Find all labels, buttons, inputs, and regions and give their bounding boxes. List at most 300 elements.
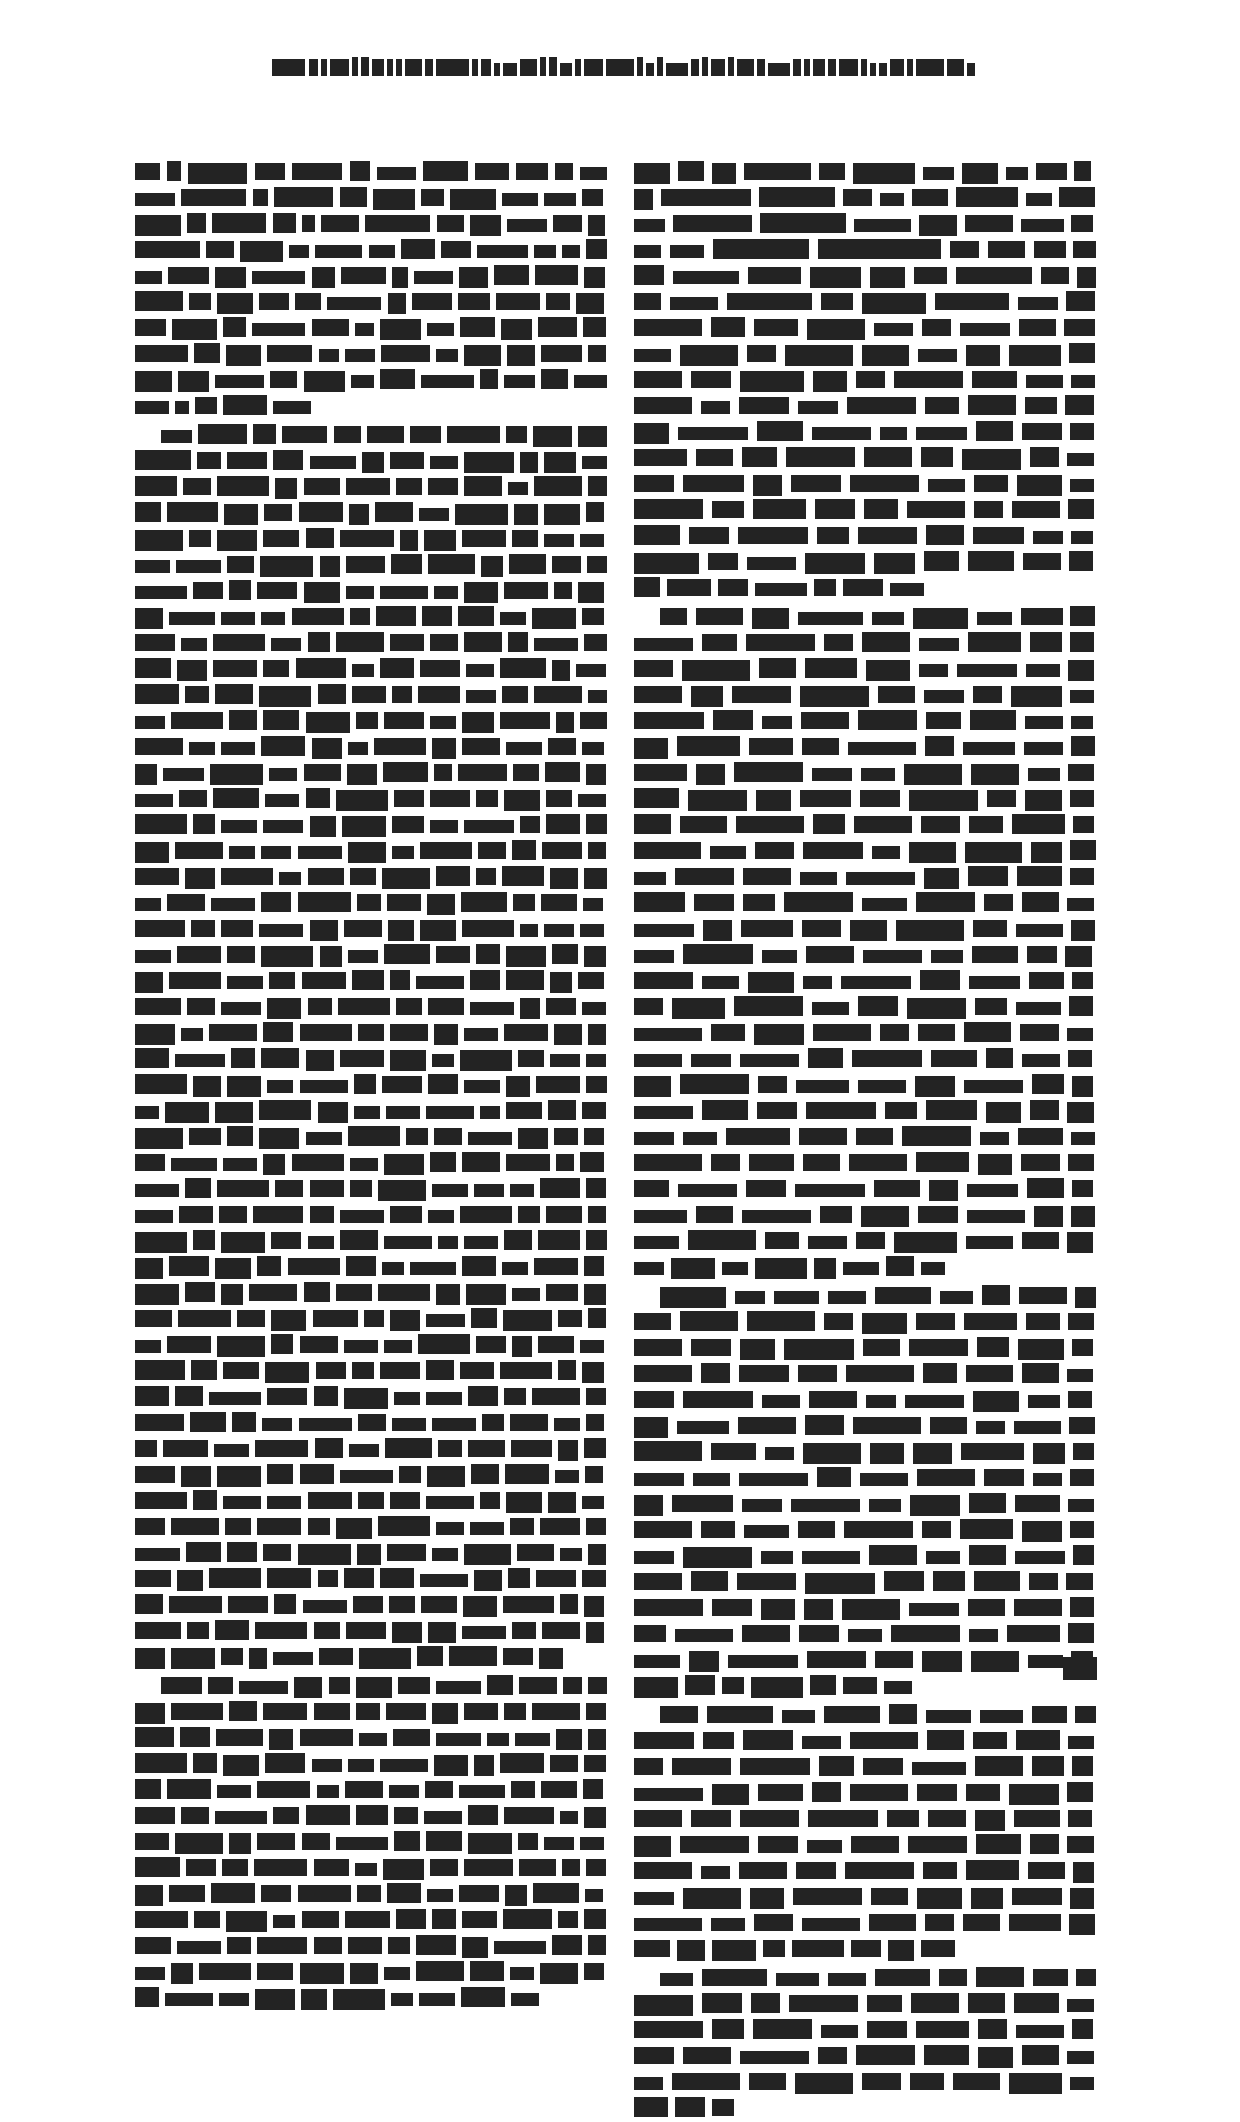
word-gap	[811, 1203, 820, 1204]
word-gap	[808, 524, 817, 525]
redacted-word	[348, 842, 386, 863]
word-gap	[917, 1703, 926, 1704]
redacted-word	[634, 553, 699, 574]
word-gap	[203, 1021, 209, 1022]
redacted-word	[916, 1152, 969, 1172]
redacted-word	[812, 1782, 841, 1802]
word-gap	[1013, 1047, 1022, 1048]
word-gap	[344, 1151, 350, 1152]
word-gap	[803, 1674, 810, 1675]
redacted-word	[261, 1048, 299, 1068]
redacted-text-line	[135, 605, 607, 631]
redacted-word	[372, 59, 384, 76]
redacted-word	[786, 447, 855, 467]
redacted-word	[306, 1805, 350, 1825]
word-gap	[179, 683, 185, 684]
word-gap	[578, 865, 584, 866]
redacted-word	[135, 1779, 161, 1799]
redacted-word	[223, 1496, 261, 1509]
redacted-word	[856, 1128, 893, 1145]
redacted-word	[186, 1859, 216, 1876]
redacted-word	[814, 1258, 836, 1279]
redacted-word	[926, 525, 964, 545]
redacted-word	[688, 1230, 756, 1250]
word-gap	[254, 553, 260, 554]
redacted-text-line	[135, 709, 607, 735]
word-gap	[413, 1986, 419, 1987]
word-gap	[342, 735, 348, 736]
redacted-word	[740, 1810, 799, 1827]
word-gap	[1060, 1622, 1068, 1623]
redacted-word	[462, 1152, 500, 1172]
word-gap	[580, 1047, 586, 1048]
word-gap	[1060, 1492, 1068, 1493]
word-gap	[534, 1515, 540, 1516]
word-gap	[1014, 550, 1023, 551]
redacted-word	[314, 1622, 340, 1639]
word-gap	[538, 449, 544, 450]
redacted-word	[518, 1128, 548, 1149]
redacted-word	[1067, 1102, 1094, 1123]
redacted-word	[464, 582, 498, 603]
redacted-word	[851, 1836, 899, 1853]
word-gap	[1069, 264, 1077, 265]
redacted-word	[401, 239, 435, 259]
redacted-word	[802, 738, 839, 755]
redacted-word	[135, 163, 160, 180]
redacted-word	[380, 1759, 428, 1772]
redacted-word	[474, 1570, 502, 1591]
redacted-word	[588, 690, 607, 703]
redacted-word	[683, 944, 753, 964]
redacted-word	[191, 1360, 217, 1380]
redacted-word	[188, 163, 247, 184]
word-gap	[858, 2018, 867, 2019]
word-gap	[535, 1778, 541, 1779]
word-gap	[836, 1255, 843, 1256]
word-gap	[344, 1960, 350, 1961]
word-gap	[743, 605, 752, 606]
redacted-word	[634, 1810, 682, 1827]
redacted-word	[163, 768, 204, 781]
redacted-text-line	[272, 56, 978, 76]
redacted-word	[1012, 501, 1060, 518]
word-gap	[578, 1752, 584, 1753]
word-gap	[548, 1021, 554, 1022]
redacted-word	[817, 1467, 851, 1487]
word-gap	[530, 1567, 536, 1568]
word-gap	[960, 1492, 969, 1493]
word-gap	[351, 891, 357, 892]
word-gap	[965, 1570, 974, 1571]
word-gap	[430, 342, 436, 343]
word-gap	[791, 787, 800, 788]
word-gap	[582, 683, 588, 684]
redacted-word	[552, 660, 570, 681]
word-gap	[307, 1619, 314, 1620]
word-gap	[374, 316, 380, 317]
word-gap	[729, 1414, 738, 1415]
redacted-word	[793, 1888, 862, 1905]
word-gap	[578, 264, 584, 265]
redacted-word	[953, 2073, 1000, 2090]
word-gap	[1013, 1518, 1022, 1519]
redacted-word	[754, 1024, 804, 1045]
word-gap	[803, 761, 812, 762]
redacted-word	[890, 583, 924, 596]
word-gap	[402, 56, 405, 57]
redacted-word	[215, 1620, 249, 1640]
redacted-word	[1068, 1391, 1092, 1408]
redacted-word	[135, 634, 175, 651]
redacted-word	[135, 1518, 165, 1535]
word-gap	[924, 1570, 933, 1571]
redacted-word	[660, 1706, 698, 1723]
redacted-word	[634, 1180, 669, 1197]
redacted-word	[310, 816, 336, 837]
redacted-word	[680, 1836, 749, 1853]
redacted-word	[970, 710, 1016, 730]
redacted-word	[215, 1811, 267, 1824]
redacted-word	[583, 898, 603, 911]
redacted-word	[399, 1466, 421, 1483]
redacted-word	[223, 1158, 257, 1171]
redacted-word	[701, 1866, 730, 1879]
word-gap	[735, 1518, 744, 1519]
word-gap	[867, 56, 870, 57]
word-gap	[803, 995, 812, 996]
redacted-word	[971, 1651, 1019, 1672]
word-gap	[426, 1047, 432, 1048]
redacted-word	[227, 556, 254, 573]
redacted-word	[1009, 2073, 1062, 2094]
redacted-word	[515, 1733, 550, 1746]
redacted-word	[189, 530, 211, 547]
redacted-word	[135, 608, 163, 629]
redacted-word	[812, 427, 871, 440]
redacted-word	[506, 970, 544, 990]
redacted-word	[255, 163, 285, 180]
word-gap	[470, 1333, 476, 1334]
redacted-word	[768, 63, 790, 76]
word-gap	[458, 1021, 464, 1022]
redacted-word	[318, 1570, 338, 1587]
word-gap	[309, 1359, 316, 1360]
redacted-word	[227, 1076, 261, 1097]
word-gap	[903, 1755, 912, 1756]
word-gap	[965, 472, 974, 473]
redacted-word	[861, 1206, 909, 1227]
redacted-word	[1022, 1232, 1059, 1249]
word-gap	[1065, 1544, 1073, 1545]
word-gap	[963, 943, 972, 944]
redacted-word	[856, 371, 885, 388]
redacted-word	[1019, 319, 1056, 336]
word-gap	[580, 1073, 586, 1074]
redacted-word	[329, 1677, 350, 1694]
redacted-word	[169, 1256, 209, 1276]
word-gap	[509, 160, 516, 161]
redacted-word	[383, 1859, 424, 1880]
redacted-text-line	[135, 1908, 607, 1934]
redacted-word	[1030, 1100, 1059, 1120]
redacted-word	[1067, 1836, 1094, 1853]
redacted-word	[675, 2097, 705, 2117]
redacted-word	[891, 1625, 960, 1642]
word-gap	[1025, 1203, 1034, 1204]
redacted-word	[255, 1440, 308, 1457]
word-gap	[215, 917, 221, 918]
word-gap	[865, 316, 874, 317]
word-gap	[512, 1047, 518, 1048]
word-gap	[387, 1726, 393, 1727]
redacted-word	[1070, 1469, 1094, 1486]
redacted-word	[550, 972, 572, 993]
redacted-word	[420, 1574, 468, 1587]
redacted-word	[1059, 187, 1095, 207]
word-gap	[393, 1463, 399, 1464]
redacted-word	[984, 1469, 1024, 1486]
word-gap	[715, 1255, 722, 1256]
word-gap	[913, 316, 922, 317]
redacted-word	[850, 1732, 918, 1749]
redacted-word	[758, 1784, 803, 1801]
word-gap	[671, 1833, 680, 1834]
word-gap	[424, 631, 430, 632]
redacted-word	[544, 452, 576, 473]
redacted-word	[675, 868, 734, 885]
word-gap	[914, 1937, 921, 1938]
redacted-text-line	[634, 1992, 1096, 2018]
redacted-word	[678, 161, 704, 181]
redacted-word	[215, 684, 253, 704]
redacted-text-line	[634, 160, 1096, 186]
word-gap	[216, 1856, 222, 1857]
redacted-word	[546, 998, 576, 1015]
redacted-word	[348, 1937, 382, 1954]
word-gap	[663, 56, 666, 57]
redacted-text-line	[634, 631, 1096, 657]
word-gap	[841, 472, 850, 473]
redacted-word	[1018, 1339, 1064, 1360]
redacted-word	[135, 215, 181, 236]
redacted-word	[398, 1677, 430, 1694]
word-gap	[382, 1934, 388, 1935]
word-gap	[693, 1992, 702, 1993]
redacted-word	[1032, 1074, 1064, 1094]
word-gap	[296, 1593, 303, 1594]
redacted-word	[971, 1888, 1003, 1909]
redacted-word	[299, 502, 343, 522]
redacted-word	[854, 816, 912, 833]
word-gap	[215, 1281, 221, 1282]
redacted-word	[582, 456, 607, 469]
redacted-word	[548, 1100, 576, 1120]
redacted-word	[177, 1941, 221, 1954]
word-gap	[345, 368, 351, 369]
word-gap	[1059, 2044, 1067, 2045]
redacted-word	[430, 1152, 456, 1172]
redacted-word	[920, 970, 960, 990]
redacted-word	[757, 59, 765, 76]
word-gap	[679, 1229, 688, 1230]
redacted-word	[869, 1499, 901, 1512]
word-gap	[512, 1830, 518, 1831]
redacted-word	[824, 634, 853, 651]
redacted-word	[749, 1154, 794, 1171]
word-gap	[957, 1781, 966, 1782]
word-gap	[1062, 1885, 1070, 1886]
word-gap	[1067, 1703, 1075, 1704]
redacted-word	[135, 1258, 163, 1279]
redacted-word	[178, 1310, 231, 1327]
word-gap	[836, 1674, 843, 1675]
redacted-word	[419, 508, 449, 521]
redacted-word	[135, 193, 175, 206]
word-gap	[671, 1310, 680, 1311]
redacted-word	[310, 456, 356, 469]
redacted-word	[380, 319, 421, 340]
redacted-word	[502, 1262, 528, 1275]
word-gap	[578, 1804, 584, 1805]
redacted-word	[511, 1440, 552, 1457]
redacted-word	[912, 189, 948, 206]
redacted-word	[206, 241, 234, 258]
redacted-word	[691, 1571, 728, 1591]
redacted-word	[165, 1993, 213, 2006]
word-gap	[1000, 2070, 1009, 2071]
redacted-word	[300, 1729, 353, 1746]
word-gap	[687, 1203, 696, 1204]
redacted-word	[464, 1080, 500, 1093]
word-gap	[384, 449, 390, 450]
word-gap	[500, 943, 506, 944]
redacted-word	[586, 1518, 606, 1535]
redacted-word	[683, 1132, 717, 1145]
redacted-word	[392, 816, 424, 833]
word-gap	[847, 1125, 856, 1126]
word-gap	[261, 1073, 267, 1074]
word-gap	[809, 2044, 818, 2045]
redacted-word	[364, 1310, 384, 1327]
redacted-word	[462, 1911, 497, 1928]
redacted-word	[950, 241, 979, 258]
redacted-word	[197, 452, 221, 469]
word-gap	[157, 761, 163, 762]
word-gap	[540, 995, 546, 996]
word-gap	[674, 472, 683, 473]
word-gap	[853, 290, 862, 291]
word-gap	[494, 605, 500, 606]
redacted-word	[508, 632, 528, 652]
redacted-word	[560, 1548, 582, 1561]
redacted-word	[308, 1492, 352, 1509]
word-gap	[1019, 761, 1028, 762]
redacted-word	[217, 530, 257, 551]
word-gap	[1015, 735, 1024, 736]
redacted-word	[1075, 1287, 1096, 1308]
word-gap	[374, 1752, 380, 1753]
redacted-word	[432, 1418, 476, 1431]
word-gap	[1017, 368, 1026, 369]
redacted-word	[701, 1363, 730, 1383]
redacted-word	[634, 397, 692, 414]
redacted-word	[858, 710, 917, 730]
word-gap	[1057, 394, 1065, 395]
word-gap	[727, 813, 736, 814]
word-gap	[172, 1307, 178, 1308]
redacted-word	[1068, 1499, 1094, 1512]
word-gap	[731, 368, 740, 369]
word-gap	[810, 56, 813, 57]
word-gap	[533, 1645, 539, 1646]
redacted-word	[392, 267, 408, 288]
redacted-word	[239, 1681, 288, 1694]
redacted-word	[135, 241, 200, 258]
word-gap	[1063, 709, 1071, 710]
redacted-text-line	[634, 813, 1096, 839]
word-gap	[388, 787, 394, 788]
redacted-word	[805, 553, 865, 574]
redacted-word	[819, 163, 845, 180]
redacted-word	[634, 1417, 668, 1438]
redacted-word	[226, 1911, 267, 1932]
word-gap	[799, 1229, 808, 1230]
word-gap	[255, 1882, 261, 1883]
word-gap	[203, 1385, 209, 1386]
redacted-word	[1070, 423, 1094, 440]
word-gap	[536, 1619, 542, 1620]
word-gap	[257, 657, 263, 658]
word-gap	[854, 1336, 863, 1337]
redacted-word	[309, 59, 318, 76]
word-gap	[546, 553, 552, 554]
redacted-word	[552, 944, 578, 964]
word-gap	[790, 1622, 799, 1623]
word-gap	[327, 56, 330, 57]
word-gap	[1018, 943, 1027, 944]
redacted-word	[673, 215, 752, 232]
word-gap	[1061, 1911, 1069, 1912]
word-gap	[773, 1703, 782, 1704]
word-gap	[428, 1021, 434, 1022]
word-gap	[532, 1333, 538, 1334]
word-gap	[221, 449, 227, 450]
word-gap	[163, 1593, 169, 1594]
word-gap	[291, 839, 298, 840]
redacted-word	[908, 1836, 967, 1853]
word-gap	[1058, 290, 1066, 291]
word-gap	[334, 1047, 340, 1048]
word-gap	[962, 1885, 971, 1886]
redacted-word	[436, 1522, 464, 1535]
word-gap	[679, 787, 688, 788]
word-gap	[472, 839, 478, 840]
word-gap	[797, 1099, 806, 1100]
redacted-word	[351, 375, 374, 388]
redacted-word	[171, 1518, 219, 1535]
word-gap	[255, 943, 261, 944]
redacted-word	[386, 1703, 426, 1720]
redacted-word	[1016, 2025, 1064, 2038]
redacted-text-line	[135, 501, 607, 527]
redacted-word	[578, 794, 606, 807]
word-gap	[342, 1934, 348, 1935]
word-gap	[835, 186, 843, 187]
redacted-word	[470, 970, 500, 990]
word-gap	[458, 1073, 464, 1074]
redacted-text-line	[135, 553, 607, 579]
